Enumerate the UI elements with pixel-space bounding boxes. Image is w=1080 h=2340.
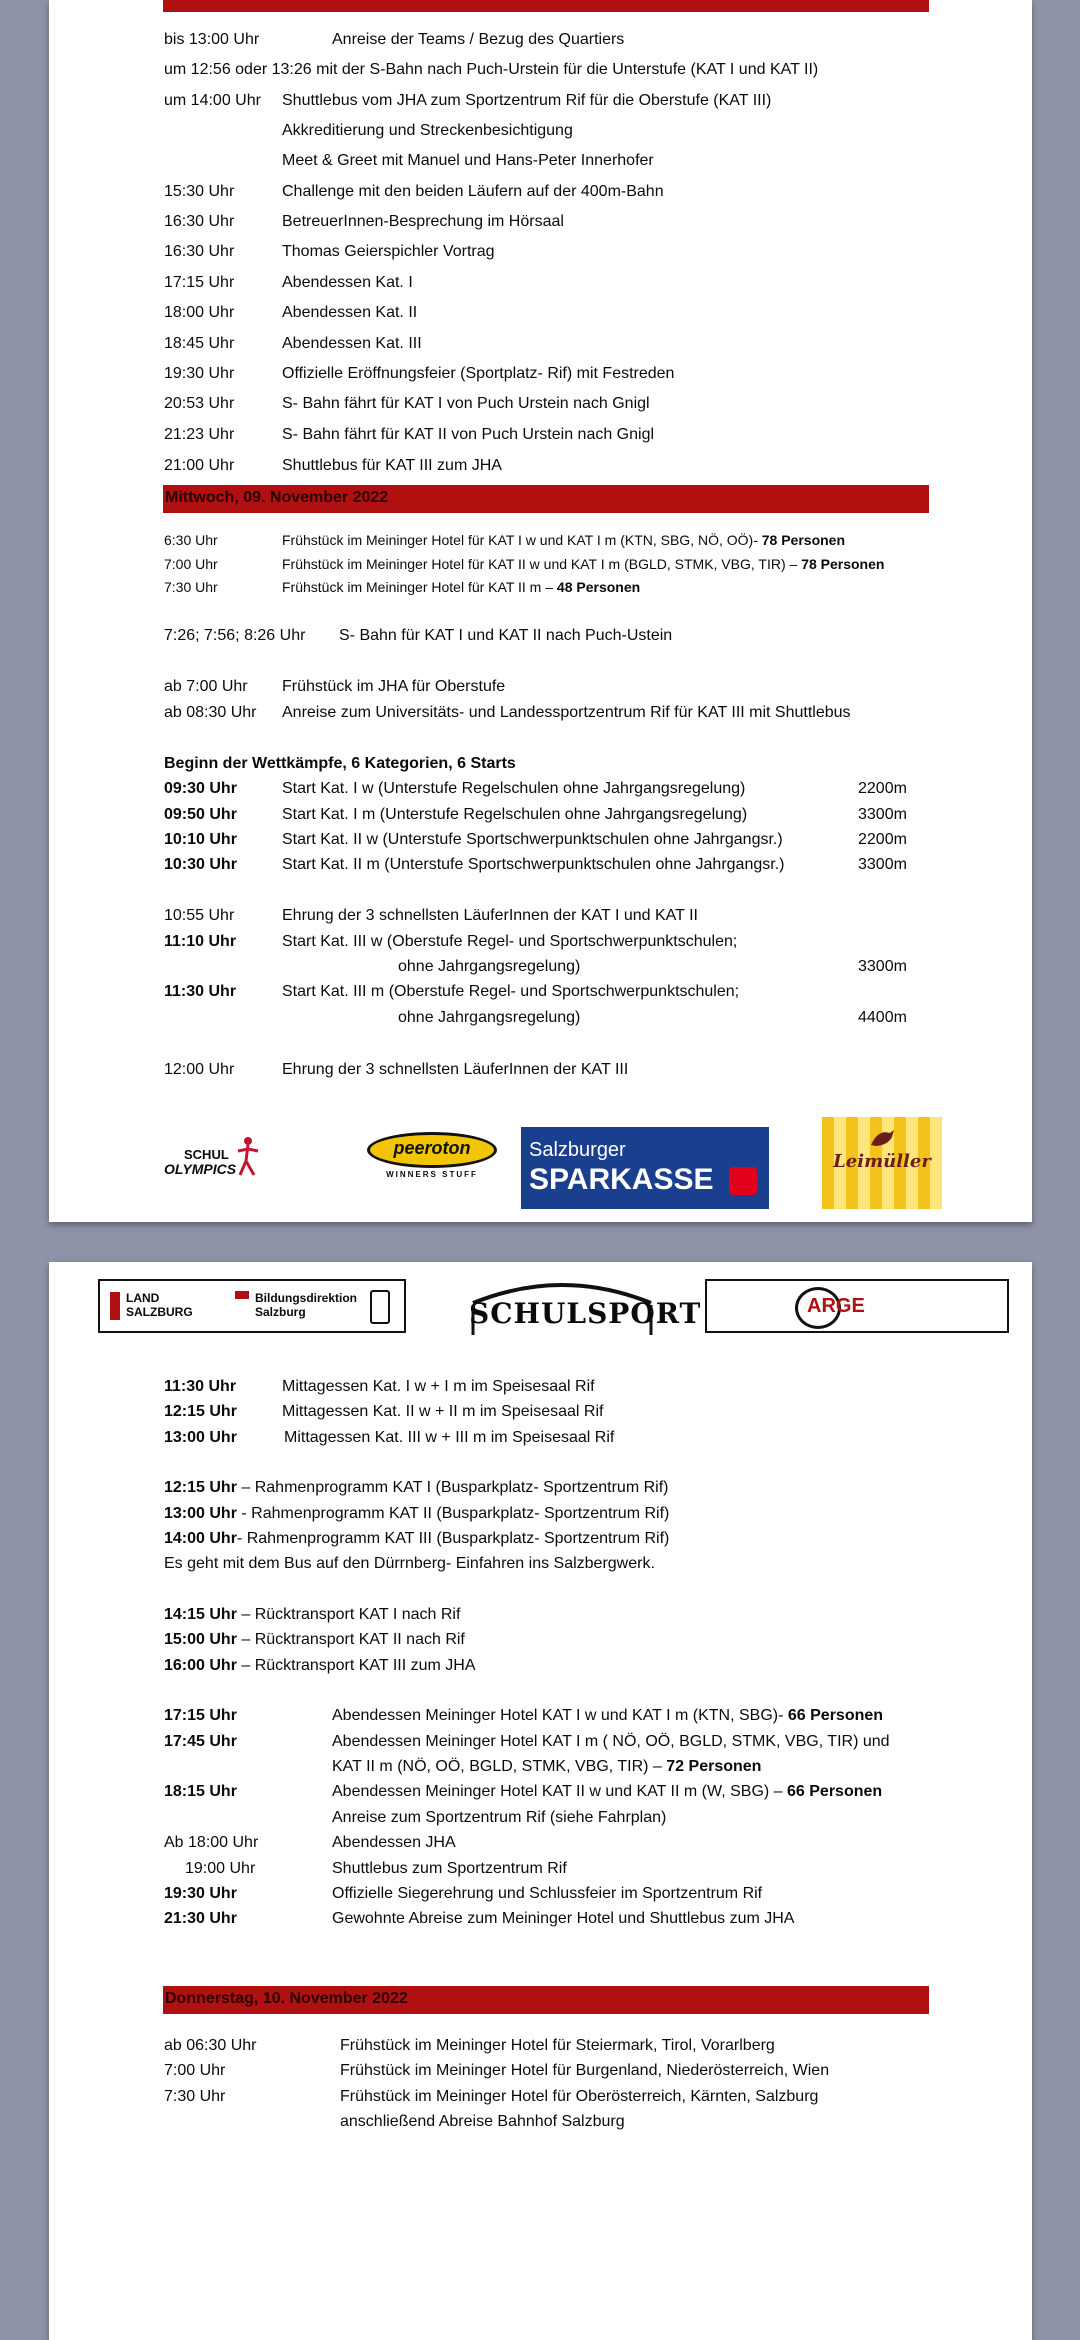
row-text: KAT II m (NÖ, OÖ, BGLD, STMK, VBG, TIR) – bbox=[332, 1758, 667, 1775]
sparkasse-s-icon bbox=[729, 1167, 757, 1195]
row-time: 11:30 Uhr bbox=[164, 983, 237, 1000]
row-text: Ehrung der 3 schnellsten LäuferInnen der KAT III bbox=[282, 1061, 629, 1078]
row-text: Shuttlebus für KAT III zum JHA bbox=[282, 457, 502, 474]
row-time: ab 7:00 Uhr bbox=[164, 678, 248, 695]
row-time: 16:30 Uhr bbox=[164, 213, 235, 230]
row-time: 7:30 Uhr bbox=[164, 579, 218, 595]
logo-text: ARGE bbox=[807, 1295, 865, 1317]
row-time: 7:26; 7:56; 8:26 Uhr bbox=[164, 627, 306, 644]
row-text: Frühstück im JHA für Oberstufe bbox=[282, 678, 506, 695]
sparkasse-logo bbox=[521, 1127, 769, 1209]
crest-icon bbox=[370, 1290, 390, 1324]
transport-row bbox=[164, 1605, 984, 1625]
row-text: Mittagessen Kat. I w + I m im Speisesaal Rif bbox=[282, 1378, 595, 1395]
row-text: ohne Jahrgangsregelung) bbox=[398, 1009, 581, 1026]
runner-figure-icon bbox=[232, 1135, 262, 1181]
row-time: 12:15 Uhr bbox=[164, 1479, 237, 1496]
row-time: 15:30 Uhr bbox=[164, 183, 235, 200]
row-count: 72 Personen bbox=[666, 1758, 762, 1775]
row-time: 13:00 Uhr bbox=[164, 1505, 237, 1522]
row-text: Thomas Geierspichler Vortrag bbox=[282, 243, 495, 260]
row-text: Offizielle Eröffnungsfeier (Sportplatz- Rif) mit Festreden bbox=[282, 365, 675, 382]
row-time: ab 06:30 Uhr bbox=[164, 2037, 257, 2054]
row-text: Frühstück im Meininger Hotel für Oberösterreich, Kärnten, Salzburg bbox=[340, 2088, 819, 2105]
row-time: 7:00 Uhr bbox=[164, 2062, 226, 2079]
row-text: anschließend Abreise Bahnhof Salzburg bbox=[340, 2113, 625, 2130]
row-distance: 2200m bbox=[858, 780, 907, 797]
competition-heading: Beginn der Wettkämpfe, 6 Kategorien, 6 Starts bbox=[164, 755, 516, 772]
row-time: 21:23 Uhr bbox=[164, 426, 235, 443]
row-time: 09:30 Uhr bbox=[164, 780, 237, 797]
row-text: – Rücktransport KAT III zum JHA bbox=[236, 1657, 476, 1674]
row-text: Start Kat. III m (Oberstufe Regel- und Sportschwerpunktschulen; bbox=[282, 983, 740, 1000]
row-time: 6:30 Uhr bbox=[164, 532, 218, 548]
logo-text: SCHULSPORT bbox=[469, 1297, 702, 1330]
row-time: 18:00 Uhr bbox=[164, 304, 235, 321]
row-time: 16:00 Uhr bbox=[164, 1657, 237, 1674]
row-text: Shuttlebus zum Sportzentrum Rif bbox=[332, 1860, 567, 1877]
row-time: 17:45 Uhr bbox=[164, 1733, 237, 1750]
row-time: 14:00 Uhr bbox=[164, 1530, 237, 1547]
row-text: Start Kat. II m (Unterstufe Sportschwerpunktschulen ohne Jahrgangsr.) bbox=[282, 856, 785, 873]
program-row bbox=[164, 1478, 984, 1498]
row-text: Abendessen Meininger Hotel KAT I w und KAT I m (KTN, SBG)- bbox=[332, 1707, 788, 1724]
logo-text: peeroton bbox=[393, 1138, 471, 1158]
row-time: 21:30 Uhr bbox=[164, 1910, 237, 1927]
row-time: 18:45 Uhr bbox=[164, 335, 235, 352]
row-text: Offizielle Siegerehrung und Schlussfeier im Sportzentrum Rif bbox=[332, 1885, 763, 1902]
logo-text: Leimüller bbox=[833, 1151, 931, 1172]
row-distance: 3300m bbox=[858, 958, 907, 975]
row-time: Ab 18:00 Uhr bbox=[164, 1834, 259, 1851]
logo-text: SPARKASSE bbox=[529, 1163, 714, 1196]
schulsport-logo bbox=[469, 1275, 702, 1337]
row-time: 11:10 Uhr bbox=[164, 933, 237, 950]
row-time: 19:30 Uhr bbox=[164, 365, 235, 382]
program-row bbox=[164, 1504, 984, 1524]
row-text: Abendessen Kat. II bbox=[282, 304, 418, 321]
row-text: Start Kat. I w (Unterstufe Regelschulen ohne Jahrgangsregelung) bbox=[282, 780, 746, 797]
logo-text: OLYMPICS bbox=[164, 1161, 237, 1177]
row-time: 10:30 Uhr bbox=[164, 856, 237, 873]
row-text: Frühstück im Meininger Hotel für Burgenland, Niederösterreich, Wien bbox=[340, 2062, 830, 2079]
row-time: 13:00 Uhr bbox=[164, 1429, 237, 1446]
row-text: S- Bahn fährt für KAT I von Puch Urstein nach Gnigl bbox=[282, 395, 650, 412]
row-text: Meet & Greet mit Manuel und Hans-Peter Innerhofer bbox=[282, 152, 654, 169]
row-time: 18:15 Uhr bbox=[164, 1783, 237, 1800]
row-time: ab 08:30 Uhr bbox=[164, 704, 257, 721]
row-text: – Rücktransport KAT II nach Rif bbox=[236, 1631, 465, 1648]
row-count: 66 Personen bbox=[787, 1707, 884, 1724]
row-distance: 3300m bbox=[858, 856, 907, 873]
program-note: Es geht mit dem Bus auf den Dürrnberg- Einfahren ins Salzbergwerk. bbox=[164, 1555, 655, 1572]
row-text: – Rücktransport KAT I nach Rif bbox=[236, 1606, 461, 1623]
row-time: 17:15 Uhr bbox=[164, 1707, 237, 1724]
land-salzburg-bildungsdirektion-logo bbox=[98, 1279, 406, 1333]
row-time: 21:00 Uhr bbox=[164, 457, 235, 474]
row-time: 10:55 Uhr bbox=[164, 907, 235, 924]
program-row bbox=[164, 1529, 984, 1549]
row-time: 12:15 Uhr bbox=[164, 1403, 237, 1420]
row-time: 10:10 Uhr bbox=[164, 831, 237, 848]
row-text: Mittagessen Kat. II w + II m im Speisesaal Rif bbox=[282, 1403, 604, 1420]
row-time: 7:00 Uhr bbox=[164, 556, 218, 572]
row-text: Challenge mit den beiden Läufern auf der 400m-Bahn bbox=[282, 183, 664, 200]
day-header-wednesday bbox=[163, 485, 929, 513]
row-text: Frühstück im Meininger Hotel für KAT II w und KAT I m (BGLD, STMK, VBG, TIR) – bbox=[282, 556, 802, 572]
row-time: bis 13:00 Uhr bbox=[164, 31, 260, 48]
day-header-label: Donnerstag, 10. November 2022 bbox=[165, 1990, 408, 2007]
row-text: Frühstück im Meininger Hotel für KAT II m – bbox=[282, 579, 557, 595]
row-text: Anreise der Teams / Bezug des Quartiers bbox=[332, 31, 625, 48]
row-text: Abendessen Kat. I bbox=[282, 274, 413, 291]
row-text: Frühstück im Meininger Hotel für KAT I w und KAT I m (KTN, SBG, NÖ, OÖ)- bbox=[282, 532, 762, 548]
row-time: 14:15 Uhr bbox=[164, 1606, 237, 1623]
row-text: Anreise zum Universitäts- und Landessportzentrum Rif für KAT III mit Shuttlebus bbox=[282, 704, 851, 721]
transport-row bbox=[164, 1630, 984, 1650]
row-time: 11:30 Uhr bbox=[164, 1378, 237, 1395]
row-text: Frühstück im Meininger Hotel für Steiermark, Tirol, Vorarlberg bbox=[340, 2037, 775, 2054]
leimueller-logo bbox=[822, 1117, 942, 1209]
logo-text: Salzburg bbox=[255, 1305, 306, 1319]
transport-row bbox=[164, 1656, 984, 1676]
austria-flag-icon bbox=[235, 1291, 249, 1299]
row-time: 19:30 Uhr bbox=[164, 1885, 237, 1902]
row-text: ohne Jahrgangsregelung) bbox=[398, 958, 581, 975]
row-text: Ehrung der 3 schnellsten LäuferInnen der KAT I und KAT II bbox=[282, 907, 698, 924]
row-distance: 2200m bbox=[858, 831, 907, 848]
row-distance: 3300m bbox=[858, 806, 907, 823]
day-header-thursday bbox=[163, 1986, 929, 2014]
row-text: – Rahmenprogramm KAT I (Busparkplatz- Sportzentrum Rif) bbox=[236, 1479, 669, 1496]
logo-text: WINNERS STUFF bbox=[386, 1170, 478, 1179]
row-text: Shuttlebus vom JHA zum Sportzentrum Rif für die Oberstufe (KAT III) bbox=[282, 92, 772, 109]
row-text: Mittagessen Kat. III w + III m im Speisesaal Rif bbox=[284, 1429, 615, 1446]
top-header-bar bbox=[163, 0, 929, 12]
row-time: 16:30 Uhr bbox=[164, 243, 235, 260]
row-text: Abendessen Meininger Hotel KAT II w und KAT II m (W, SBG) – bbox=[332, 1783, 788, 1800]
row-count: 78 Personen bbox=[761, 532, 846, 548]
row-time: 12:00 Uhr bbox=[164, 1061, 235, 1078]
row-text: Abendessen JHA bbox=[332, 1834, 456, 1851]
row-time: um 14:00 Uhr bbox=[164, 92, 261, 109]
day-header-label: Mittwoch, 09. November 2022 bbox=[165, 489, 389, 506]
peeroton-logo bbox=[367, 1132, 497, 1182]
salzburg-coat-icon bbox=[110, 1292, 120, 1320]
row-text: S- Bahn fährt für KAT II von Puch Urstein nach Gnigl bbox=[282, 426, 655, 443]
schul-olympics-logo bbox=[164, 1135, 274, 1185]
rooster-icon bbox=[866, 1127, 896, 1149]
row-text: Anreise zum Sportzentrum Rif (siehe Fahrplan) bbox=[332, 1809, 667, 1826]
row-text: Start Kat. III w (Oberstufe Regel- und Sportschwerpunktschulen; bbox=[282, 933, 738, 950]
row-text: BetreuerInnen-Besprechung im Hörsaal bbox=[282, 213, 564, 230]
logo-text: LAND bbox=[126, 1291, 160, 1305]
logo-text: Bildungsdirektion bbox=[255, 1291, 357, 1305]
row-count: 78 Personen bbox=[801, 556, 885, 572]
row-text: Akkreditierung und Streckenbesichtigung bbox=[282, 122, 573, 139]
document-page-1 bbox=[49, 0, 1032, 1222]
row-text: Start Kat. II w (Unterstufe Sportschwerpunktschulen ohne Jahrgangsr.) bbox=[282, 831, 783, 848]
row-time: 19:00 Uhr bbox=[185, 1860, 256, 1877]
row-distance: 4400m bbox=[858, 1009, 907, 1026]
row-count: 66 Personen bbox=[787, 1783, 883, 1800]
document-page-2 bbox=[49, 1262, 1032, 2340]
row-time: 15:00 Uhr bbox=[164, 1631, 237, 1648]
row-count: 48 Personen bbox=[556, 579, 641, 595]
logo-text: SALZBURG bbox=[126, 1305, 193, 1319]
row-time: 7:30 Uhr bbox=[164, 2088, 226, 2105]
logo-text: SCHUL bbox=[184, 1147, 229, 1162]
row-text: Abendessen Meininger Hotel KAT I m ( NÖ, OÖ, BGLD, STMK, VBG, TIR) und bbox=[332, 1733, 890, 1750]
row-time: um 12:56 oder 13:26 mit der S-Bahn nach Puch-Urstein für die Unterstufe (KAT I und KAT II) bbox=[164, 61, 819, 78]
row-time: 17:15 Uhr bbox=[164, 274, 235, 291]
row-text: Abendessen Kat. III bbox=[282, 335, 422, 352]
row-text: S- Bahn für KAT I und KAT II nach Puch-Ustein bbox=[339, 627, 673, 644]
row-text: - Rahmenprogramm KAT III (Busparkplatz- Sportzentrum Rif) bbox=[236, 1530, 670, 1547]
row-text: - Rahmenprogramm KAT II (Busparkplatz- Sportzentrum Rif) bbox=[236, 1505, 670, 1522]
row-text: Gewohnte Abreise zum Meininger Hotel und Shuttlebus zum JHA bbox=[332, 1910, 795, 1927]
row-time: 09:50 Uhr bbox=[164, 806, 237, 823]
row-text: Start Kat. I m (Unterstufe Regelschulen ohne Jahrgangsregelung) bbox=[282, 806, 748, 823]
row-time: 20:53 Uhr bbox=[164, 395, 235, 412]
logo-text: Salzburger bbox=[529, 1139, 626, 1161]
arge-logo bbox=[705, 1279, 1009, 1333]
